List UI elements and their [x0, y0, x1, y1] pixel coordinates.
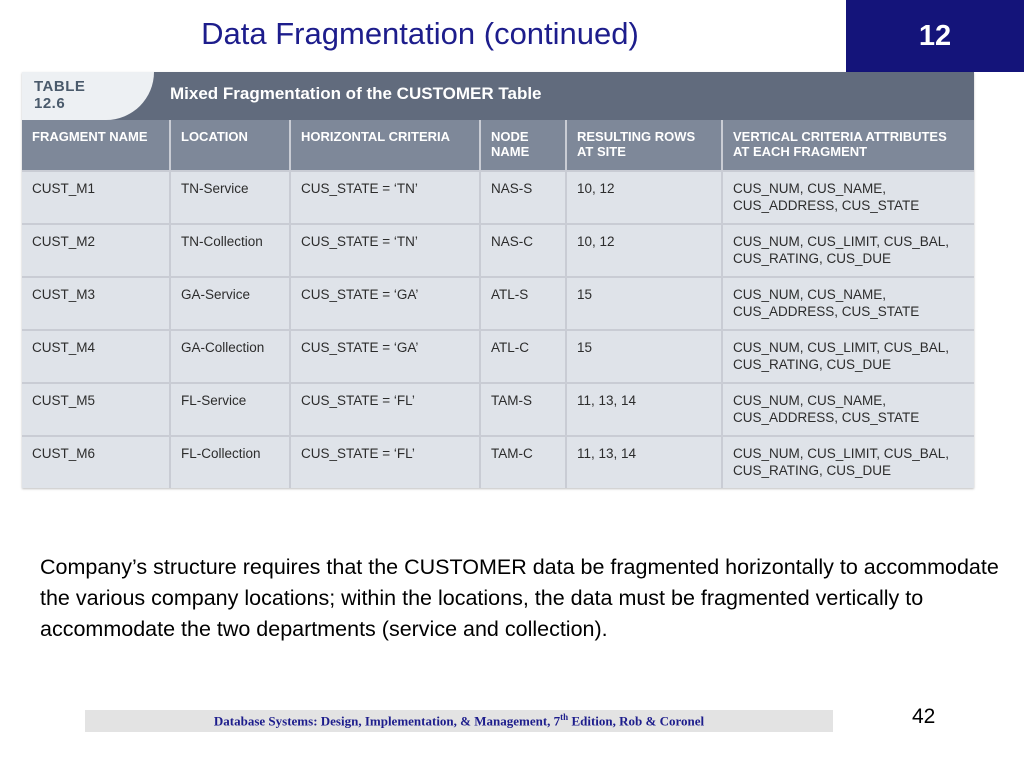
cell-node-name: NAS-S	[480, 171, 566, 224]
column-header-resulting-rows: RESULTING ROWS AT SITE	[566, 120, 722, 171]
cell-vertical-criteria: CUS_NUM, CUS_NAME, CUS_ADDRESS, CUS_STATE	[722, 383, 974, 436]
table-row	[22, 383, 974, 436]
table-label-line1: TABLE	[34, 78, 86, 95]
column-header-fragment-name: FRAGMENT NAME	[22, 120, 170, 171]
cell-vertical-criteria: CUS_NUM, CUS_LIMIT, CUS_BAL, CUS_RATING, CUS_DUE	[722, 224, 974, 277]
cell-node-name: NAS-C	[480, 224, 566, 277]
cell-horizontal-criteria: CUS_STATE = ‘FL’	[290, 383, 480, 436]
cell-fragment-name: CUST_M4	[22, 330, 170, 383]
table-row	[22, 277, 974, 330]
page-title: Data Fragmentation (continued)	[201, 16, 639, 51]
footer-citation-part2: Edition, Rob & Coronel	[568, 713, 705, 729]
page-number: 42	[912, 705, 936, 728]
column-header-node-name: NODE NAME	[480, 120, 566, 171]
cell-resulting-rows: 10, 12	[566, 224, 722, 277]
cell-node-name: TAM-S	[480, 383, 566, 436]
table-label	[22, 72, 154, 120]
cell-location: GA-Service	[170, 277, 290, 330]
chapter-badge: 12	[846, 0, 1024, 72]
footer-bar	[85, 710, 833, 732]
cell-location: GA-Collection	[170, 330, 290, 383]
table-header-row	[22, 120, 974, 171]
column-header-vertical-criteria: VERTICAL CRITERIA ATTRIBUTES AT EACH FRAGMENT	[722, 120, 974, 171]
cell-fragment-name: CUST_M6	[22, 436, 170, 488]
cell-resulting-rows: 15	[566, 277, 722, 330]
cell-resulting-rows: 15	[566, 330, 722, 383]
cell-vertical-criteria: CUS_NUM, CUS_NAME, CUS_ADDRESS, CUS_STATE	[722, 277, 974, 330]
cell-location: TN-Service	[170, 171, 290, 224]
cell-node-name: TAM-C	[480, 436, 566, 488]
cell-vertical-criteria: CUS_NUM, CUS_LIMIT, CUS_BAL, CUS_RATING, CUS_DUE	[722, 436, 974, 488]
figure-header	[22, 72, 974, 120]
cell-horizontal-criteria: CUS_STATE = ‘TN’	[290, 224, 480, 277]
footer-citation	[214, 712, 704, 729]
cell-fragment-name: CUST_M3	[22, 277, 170, 330]
cell-vertical-criteria: CUS_NUM, CUS_LIMIT, CUS_BAL, CUS_RATING, CUS_DUE	[722, 330, 974, 383]
cell-resulting-rows: 10, 12	[566, 171, 722, 224]
cell-horizontal-criteria: CUS_STATE = ‘GA’	[290, 277, 480, 330]
column-header-location: LOCATION	[170, 120, 290, 171]
cell-horizontal-criteria: CUS_STATE = ‘GA’	[290, 330, 480, 383]
cell-fragment-name: CUST_M2	[22, 224, 170, 277]
cell-location: FL-Collection	[170, 436, 290, 488]
cell-horizontal-criteria: CUS_STATE = ‘FL’	[290, 436, 480, 488]
table-label-line2: 12.6	[34, 95, 66, 112]
cell-location: TN-Collection	[170, 224, 290, 277]
column-header-horizontal-criteria: HORIZONTAL CRITERIA	[290, 120, 480, 171]
table-row	[22, 436, 974, 488]
cell-node-name: ATL-S	[480, 277, 566, 330]
table-row	[22, 224, 974, 277]
cell-location: FL-Service	[170, 383, 290, 436]
cell-horizontal-criteria: CUS_STATE = ‘TN’	[290, 171, 480, 224]
table-row	[22, 330, 974, 383]
cell-resulting-rows: 11, 13, 14	[566, 383, 722, 436]
cell-fragment-name: CUST_M5	[22, 383, 170, 436]
footer-citation-part1: Database Systems: Design, Implementation, & Management, 7	[213, 713, 561, 729]
cell-resulting-rows: 11, 13, 14	[566, 436, 722, 488]
fragmentation-table	[22, 120, 974, 488]
cell-fragment-name: CUST_M1	[22, 171, 170, 224]
cell-vertical-criteria: CUS_NUM, CUS_NAME, CUS_ADDRESS, CUS_STATE	[722, 171, 974, 224]
cell-node-name: ATL-C	[480, 330, 566, 383]
figure-table-12-6	[22, 72, 974, 488]
body-paragraph: Company’s structure requires that the CUSTOMER data be fragmented horizontally to accommodate the various company locations; within the locations, the data must be fragmented vertically to accommodate the two departments (service and collection).	[40, 555, 999, 641]
footer-citation-ordinal: th	[560, 712, 569, 723]
figure-caption: Mixed Fragmentation of the CUSTOMER Table	[170, 84, 542, 103]
table-row	[22, 171, 974, 224]
